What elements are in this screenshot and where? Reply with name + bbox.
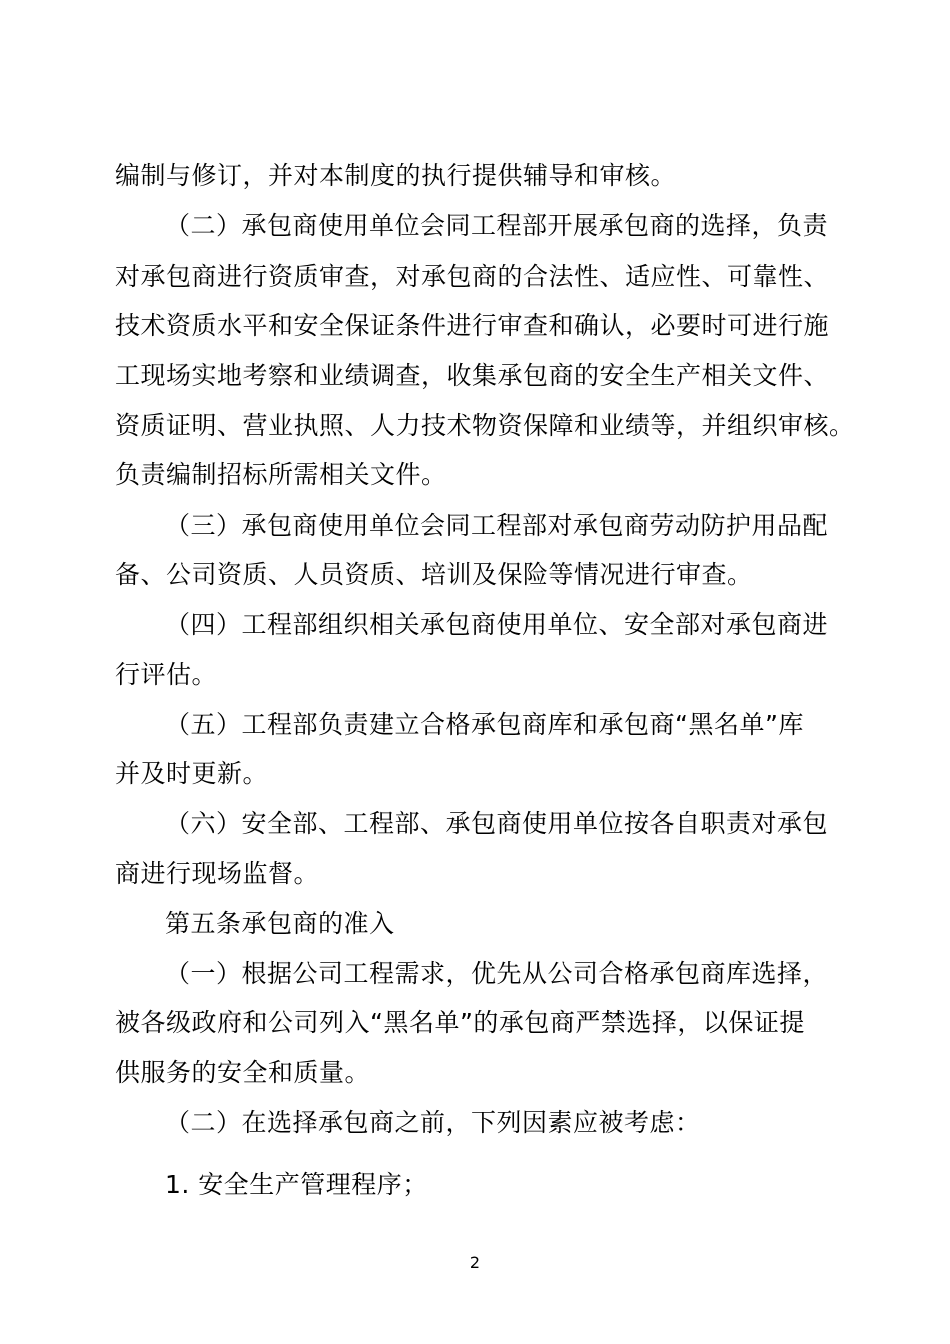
paragraph-line: 负责编制招标所需相关文件。 bbox=[115, 460, 447, 489]
paragraph-line: （五）工程部负责建立合格承包商库和承包商“黑名单”库 bbox=[165, 710, 804, 739]
page-number: 2 bbox=[469, 1253, 481, 1272]
paragraph-line: （一）根据公司工程需求，优先从公司合格承包商库选择， bbox=[165, 959, 829, 988]
paragraph-line: （三）承包商使用单位会同工程部对承包商劳动防护用品配 bbox=[165, 511, 829, 540]
paragraph-line: 供服务的安全和质量。 bbox=[115, 1058, 371, 1087]
paragraph-line: （四）工程部组织相关承包商使用单位、安全部对承包商进 bbox=[165, 610, 829, 639]
paragraph-line: （六）安全部、工程部、承包商使用单位按各自职责对承包 bbox=[165, 809, 829, 838]
paragraph-line: （二）在选择承包商之前，下列因素应被考虑： bbox=[165, 1108, 701, 1137]
paragraph-line: （二）承包商使用单位会同工程部开展承包商的选择，负责 bbox=[165, 211, 829, 240]
paragraph-line: 技术资质水平和安全保证条件进行审查和确认，必要时可进行施 bbox=[115, 311, 830, 340]
list-item: 1. 安全生产管理程序； bbox=[165, 1170, 428, 1199]
paragraph-line: 商进行现场监督。 bbox=[115, 859, 320, 888]
paragraph-line: 行评估。 bbox=[115, 660, 218, 689]
paragraph-line: 备、公司资质、人员资质、培训及保险等情况进行审查。 bbox=[115, 560, 753, 589]
paragraph-line: 工现场实地考察和业绩调查，收集承包商的安全生产相关文件、 bbox=[115, 361, 830, 390]
paragraph-line: 并及时更新。 bbox=[115, 759, 269, 788]
paragraph-line: 资质证明、营业执照、人力技术物资保障和业绩等，并组织审核。 bbox=[115, 411, 855, 440]
paragraph-line: 对承包商进行资质审查，对承包商的合法性、适应性、可靠性、 bbox=[115, 262, 830, 291]
paragraph-line: 编制与修订，并对本制度的执行提供辅导和审核。 bbox=[115, 161, 677, 190]
paragraph-line: 被各级政府和公司列入“黑名单”的承包商严禁选择，以保证提 bbox=[115, 1008, 805, 1037]
article-heading: 第五条承包商的准入 bbox=[165, 909, 395, 938]
